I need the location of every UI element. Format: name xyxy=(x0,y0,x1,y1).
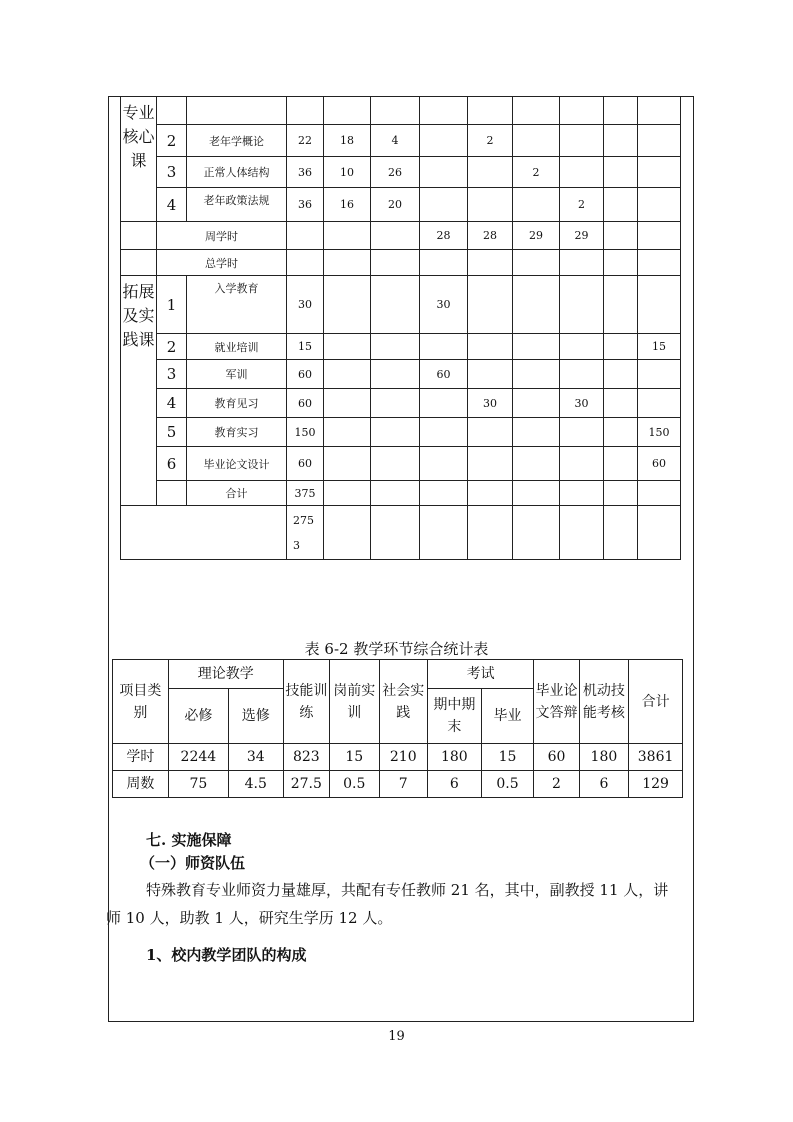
course-name: 军训 xyxy=(187,360,287,389)
course-value xyxy=(371,447,420,481)
course-value xyxy=(604,250,638,276)
stat-value: 6 xyxy=(579,771,629,798)
course-value: 20 xyxy=(371,188,420,222)
course-value xyxy=(638,360,681,389)
stat-value: 180 xyxy=(427,744,481,771)
course-value xyxy=(513,97,560,125)
course-value xyxy=(560,481,604,506)
stat-value: 15 xyxy=(481,744,534,771)
stat-value: 3861 xyxy=(629,744,683,771)
faculty-paragraph xyxy=(106,876,690,932)
course-value xyxy=(468,157,513,188)
table-row xyxy=(121,276,681,334)
course-value: 60 xyxy=(287,389,324,418)
course-value xyxy=(324,334,371,360)
course-value: 2 xyxy=(560,188,604,222)
course-value xyxy=(604,481,638,506)
course-value xyxy=(604,389,638,418)
course-value xyxy=(468,447,513,481)
blank-cell xyxy=(121,506,287,560)
course-number: 2 xyxy=(157,125,187,157)
course-value xyxy=(638,276,681,334)
course-value: 375 xyxy=(287,481,324,506)
weekly-hours-label: 周学时 xyxy=(157,222,287,250)
page-number: 19 xyxy=(388,1029,405,1044)
stat-value: 0.5 xyxy=(481,771,534,798)
stat-value: 2 xyxy=(534,771,579,798)
stats-table-caption: 表 6-2 教学环节综合统计表 xyxy=(304,640,489,658)
course-number xyxy=(157,481,187,506)
table-row xyxy=(121,506,681,560)
stat-value: 7 xyxy=(379,771,427,798)
course-value xyxy=(468,418,513,447)
table-row xyxy=(121,418,681,447)
course-value xyxy=(560,447,604,481)
course-name: 教育见习 xyxy=(187,389,287,418)
course-value: 15 xyxy=(638,334,681,360)
course-value: 30 xyxy=(420,276,468,334)
paragraph-line-1: 特殊教育专业师资力量雄厚，共配有专任教师 21 名，其中，副教授 11 人，讲 xyxy=(146,881,669,899)
course-value xyxy=(604,222,638,250)
course-value xyxy=(638,389,681,418)
course-value: 2 xyxy=(513,157,560,188)
course-value xyxy=(638,125,681,157)
header-theory: 理论教学 xyxy=(168,660,283,689)
course-value xyxy=(420,125,468,157)
course-value xyxy=(604,97,638,125)
course-value: 60 xyxy=(420,360,468,389)
course-value xyxy=(638,188,681,222)
course-value: 60 xyxy=(287,447,324,481)
blank-cell xyxy=(121,222,157,250)
course-value xyxy=(468,360,513,389)
course-number: 3 xyxy=(157,360,187,389)
course-value: 30 xyxy=(560,389,604,418)
stat-value: 180 xyxy=(579,744,629,771)
course-value: 2 xyxy=(468,125,513,157)
stat-value: 75 xyxy=(168,771,228,798)
course-value xyxy=(324,222,371,250)
course-value xyxy=(468,334,513,360)
table-row xyxy=(121,334,681,360)
course-value xyxy=(560,125,604,157)
course-value xyxy=(560,334,604,360)
header-practice: 岗前实训 xyxy=(330,660,380,744)
course-value: 15 xyxy=(287,334,324,360)
stat-value: 27.5 xyxy=(283,771,329,798)
course-name: 教育实习 xyxy=(187,418,287,447)
table-row xyxy=(121,97,681,125)
course-value xyxy=(560,360,604,389)
table-row xyxy=(121,250,681,276)
table-row xyxy=(121,188,681,222)
course-value xyxy=(287,222,324,250)
row-label: 周数 xyxy=(113,771,169,798)
table-row xyxy=(113,771,683,798)
course-name: 老年学概论 xyxy=(187,125,287,157)
course-value xyxy=(420,334,468,360)
header-midterm: 期中期末 xyxy=(427,689,481,744)
course-value: 150 xyxy=(287,418,324,447)
course-value: 16 xyxy=(324,188,371,222)
course-value: 26 xyxy=(371,157,420,188)
course-value xyxy=(560,418,604,447)
course-value: 36 xyxy=(287,157,324,188)
course-value xyxy=(638,97,681,125)
course-value: 28 xyxy=(468,222,513,250)
stat-value: 15 xyxy=(330,744,380,771)
course-value: 60 xyxy=(638,447,681,481)
course-value xyxy=(420,506,468,560)
stat-value: 6 xyxy=(427,771,481,798)
course-value xyxy=(324,447,371,481)
course-value xyxy=(560,250,604,276)
course-value xyxy=(560,97,604,125)
course-value: 10 xyxy=(324,157,371,188)
course-table xyxy=(120,96,681,560)
subheading-team: 1、校内教学团队的构成 xyxy=(146,946,307,964)
course-value: 30 xyxy=(287,276,324,334)
course-value xyxy=(324,250,371,276)
course-name xyxy=(187,97,287,125)
course-number: 3 xyxy=(157,157,187,188)
course-value: 150 xyxy=(638,418,681,447)
course-value xyxy=(371,389,420,418)
table-row xyxy=(121,389,681,418)
course-number: 4 xyxy=(157,188,187,222)
course-number: 1 xyxy=(157,276,187,334)
course-value xyxy=(604,276,638,334)
course-value xyxy=(324,389,371,418)
course-value xyxy=(513,481,560,506)
header-total: 合计 xyxy=(629,660,683,744)
header-grad: 毕业 xyxy=(481,689,534,744)
subsection-title: （一）师资队伍 xyxy=(140,854,246,872)
course-value xyxy=(371,506,420,560)
stat-value: 34 xyxy=(228,744,283,771)
course-value xyxy=(638,222,681,250)
course-value: 29 xyxy=(560,222,604,250)
course-value xyxy=(513,360,560,389)
header-social: 社会实践 xyxy=(379,660,427,744)
header-thesis: 毕业论文答辩 xyxy=(534,660,579,744)
course-value xyxy=(420,157,468,188)
course-value xyxy=(604,506,638,560)
course-value xyxy=(604,188,638,222)
course-value xyxy=(513,447,560,481)
course-value xyxy=(324,360,371,389)
course-value: 2753 xyxy=(287,506,324,560)
section-title: 七. 实施保障 xyxy=(146,831,232,849)
table-row xyxy=(121,447,681,481)
course-value xyxy=(560,157,604,188)
course-value: 30 xyxy=(468,389,513,418)
paragraph-line-2: 师 10 人，助教 1 人，研究生学历 12 人。 xyxy=(106,909,393,927)
course-value: 18 xyxy=(324,125,371,157)
course-value xyxy=(513,418,560,447)
course-number: 2 xyxy=(157,334,187,360)
header-exam: 考试 xyxy=(427,660,533,689)
table-row xyxy=(121,481,681,506)
course-number: 5 xyxy=(157,418,187,447)
course-value xyxy=(604,418,638,447)
course-value xyxy=(287,97,324,125)
blank-cell xyxy=(121,250,157,276)
course-value xyxy=(513,389,560,418)
header-elective: 选修 xyxy=(228,689,283,744)
course-value xyxy=(324,506,371,560)
course-value xyxy=(371,97,420,125)
course-value xyxy=(371,250,420,276)
course-name: 就业培训 xyxy=(187,334,287,360)
header-skill: 技能训练 xyxy=(283,660,329,744)
course-value xyxy=(420,481,468,506)
course-number: 6 xyxy=(157,447,187,481)
course-value xyxy=(468,276,513,334)
course-value xyxy=(324,97,371,125)
course-value xyxy=(560,506,604,560)
stat-value: 2244 xyxy=(168,744,228,771)
course-number xyxy=(157,97,187,125)
course-value xyxy=(468,97,513,125)
course-name: 入学教育 xyxy=(187,276,287,334)
course-value xyxy=(420,250,468,276)
stat-value: 210 xyxy=(379,744,427,771)
course-value: 22 xyxy=(287,125,324,157)
table-row xyxy=(121,360,681,389)
stat-value: 129 xyxy=(629,771,683,798)
table-row xyxy=(121,157,681,188)
course-value: 28 xyxy=(420,222,468,250)
course-value xyxy=(468,481,513,506)
course-value xyxy=(604,125,638,157)
stat-value: 4.5 xyxy=(228,771,283,798)
course-value xyxy=(604,447,638,481)
course-value xyxy=(371,222,420,250)
course-value xyxy=(604,360,638,389)
course-name: 毕业论文设计 xyxy=(187,447,287,481)
course-value xyxy=(468,506,513,560)
stats-table xyxy=(112,659,683,798)
course-value xyxy=(420,97,468,125)
course-value xyxy=(560,276,604,334)
course-value xyxy=(371,360,420,389)
course-value xyxy=(420,418,468,447)
table-row xyxy=(121,222,681,250)
course-value xyxy=(324,276,371,334)
subtotal-label: 合计 xyxy=(187,481,287,506)
group-core-courses: 专业核心课 xyxy=(121,97,157,222)
course-value xyxy=(513,276,560,334)
course-value xyxy=(638,481,681,506)
table-row xyxy=(121,125,681,157)
course-value xyxy=(420,389,468,418)
table-row xyxy=(113,744,683,771)
course-value xyxy=(420,188,468,222)
course-value xyxy=(371,418,420,447)
course-value xyxy=(513,125,560,157)
header-required: 必修 xyxy=(168,689,228,744)
total-hours-label: 总学时 xyxy=(157,250,287,276)
course-value: 60 xyxy=(287,360,324,389)
course-value xyxy=(371,276,420,334)
stat-value: 0.5 xyxy=(330,771,380,798)
course-number: 4 xyxy=(157,389,187,418)
course-value xyxy=(638,157,681,188)
stat-value: 60 xyxy=(534,744,579,771)
course-value xyxy=(604,157,638,188)
header-item-category: 项目类别 xyxy=(113,660,169,744)
course-value: 29 xyxy=(513,222,560,250)
course-value xyxy=(371,481,420,506)
course-value xyxy=(513,250,560,276)
stat-value: 823 xyxy=(283,744,329,771)
group-extension-courses: 拓展及实践课 xyxy=(121,276,157,506)
header-flex: 机动技能考核 xyxy=(579,660,629,744)
course-value: 36 xyxy=(287,188,324,222)
course-value xyxy=(287,250,324,276)
course-value xyxy=(604,334,638,360)
course-value xyxy=(513,334,560,360)
course-value xyxy=(638,250,681,276)
course-value xyxy=(324,481,371,506)
course-value xyxy=(513,188,560,222)
course-value xyxy=(513,506,560,560)
course-value: 4 xyxy=(371,125,420,157)
course-value xyxy=(324,418,371,447)
course-name: 老年政策法规 xyxy=(187,188,287,222)
course-value xyxy=(468,188,513,222)
course-value xyxy=(420,447,468,481)
course-name: 正常人体结构 xyxy=(187,157,287,188)
course-value xyxy=(638,506,681,560)
course-value xyxy=(468,250,513,276)
course-value xyxy=(371,334,420,360)
row-label: 学时 xyxy=(113,744,169,771)
